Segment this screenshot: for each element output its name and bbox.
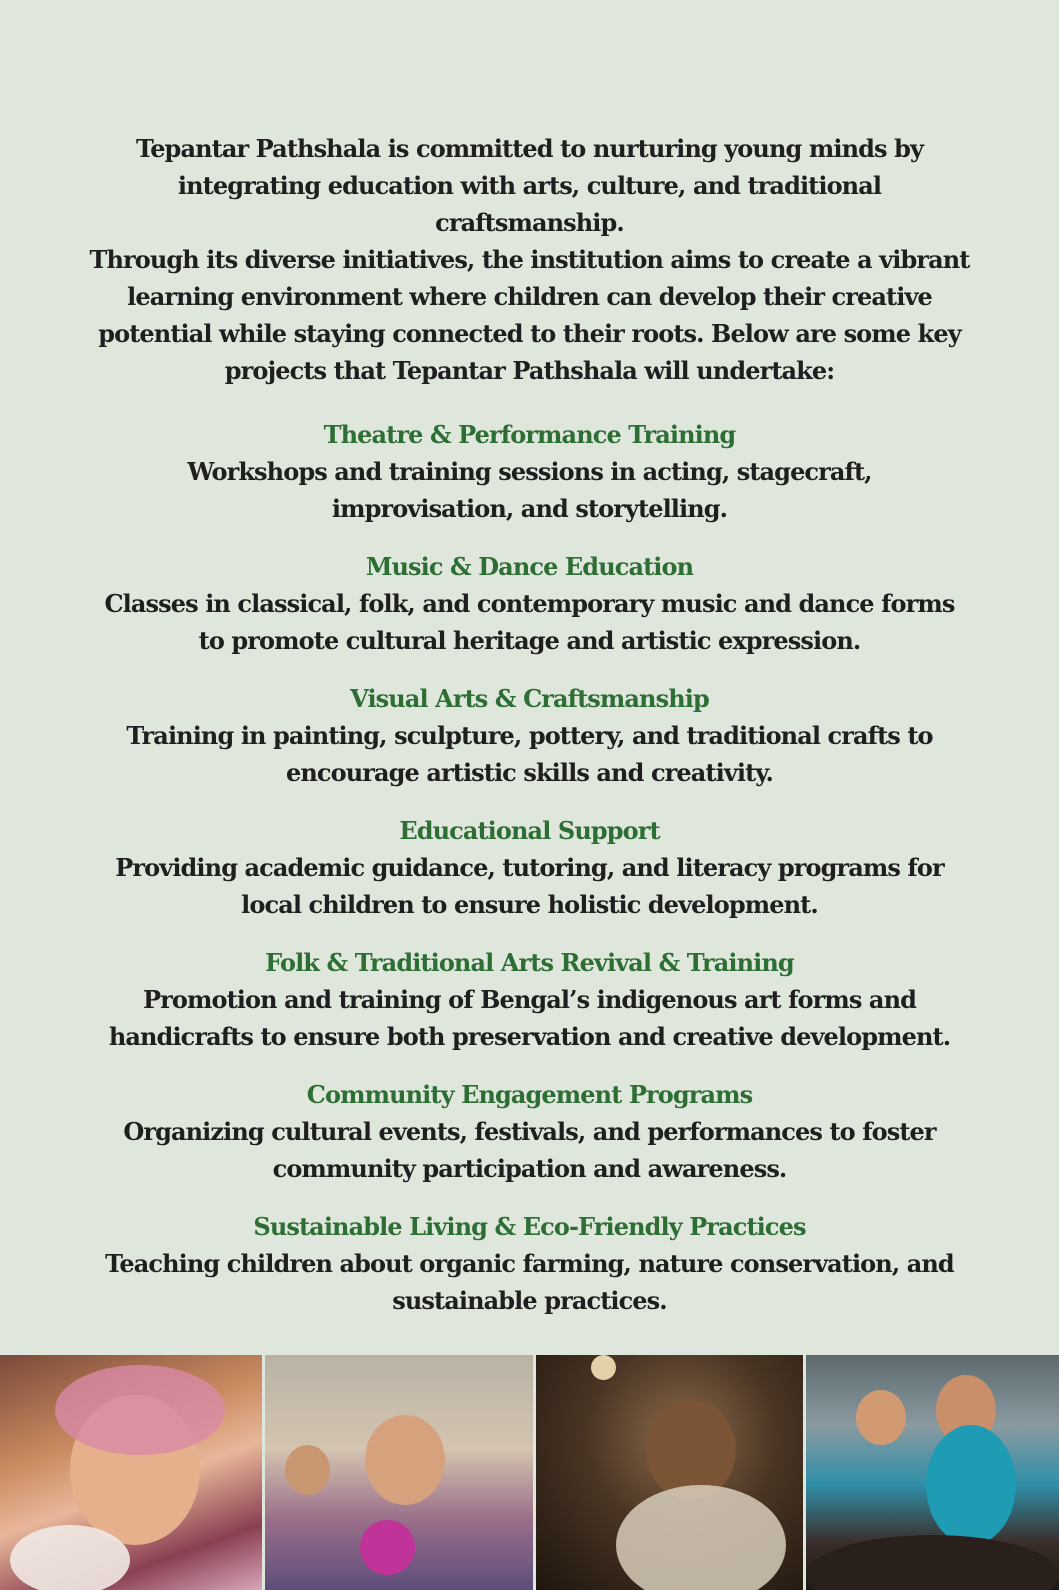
photo-smiling-girl (0, 1355, 262, 1590)
project-description: handicrafts to ensure both preservation and creative development. (108, 1022, 951, 1051)
project-title: Folk & Traditional Arts Revival & Training (265, 948, 794, 977)
photo-teacher-class (803, 1355, 1059, 1590)
project-folk-arts (80, 944, 980, 1055)
project-title: Sustainable Living & Eco-Friendly Practices (253, 1212, 806, 1241)
project-description: encourage artistic skills and creativity. (285, 758, 774, 787)
project-description: Organizing cultural events, festivals, and performances to foster (123, 1117, 936, 1146)
project-educational-support (80, 812, 980, 923)
project-sustainable-living (80, 1208, 980, 1319)
project-theatre (80, 416, 980, 527)
photo-cheering-children (262, 1355, 533, 1590)
intro-paragraph (90, 130, 970, 389)
project-description: to promote cultural heritage and artistic expression. (198, 626, 861, 655)
project-title: Educational Support (399, 816, 660, 845)
project-title: Theatre & Performance Training (323, 420, 736, 449)
project-description: Providing academic guidance, tutoring, and literacy programs for (115, 853, 944, 882)
project-music-dance (80, 548, 980, 659)
photo-strip (0, 1355, 1059, 1590)
project-description: local children to ensure holistic development. (241, 890, 818, 919)
project-title: Music & Dance Education (365, 552, 694, 581)
intro-line: Tepantar Pathshala is committed to nurturing young minds by (135, 134, 923, 163)
intro-line: learning environment where children can develop their creative (127, 282, 932, 311)
project-description: improvisation, and storytelling. (331, 494, 728, 523)
project-community-engagement (80, 1076, 980, 1187)
project-title: Community Engagement Programs (306, 1080, 753, 1109)
project-description: sustainable practices. (392, 1286, 667, 1315)
project-visual-arts (80, 680, 980, 791)
photo-boy-reading (533, 1355, 803, 1590)
project-description: Promotion and training of Bengal’s indigenous art forms and (142, 985, 916, 1014)
project-list (0, 416, 1059, 1319)
intro-line: Through its diverse initiatives, the institution aims to create a vibrant (89, 245, 970, 274)
intro-line: potential while staying connected to their roots. Below are some key (98, 319, 961, 348)
project-description: Teaching children about organic farming, nature conservation, and (105, 1249, 954, 1278)
intro-line: integrating education with arts, culture, and traditional craftsmanship. (177, 171, 882, 237)
project-title: Visual Arts & Craftsmanship (350, 684, 709, 713)
intro-line: projects that Tepantar Pathshala will undertake: (224, 356, 835, 385)
project-description: Workshops and training sessions in acting, stagecraft, (187, 457, 872, 486)
project-description: Training in painting, sculpture, pottery, and traditional crafts to (126, 721, 933, 750)
project-description: community participation and awareness. (272, 1154, 787, 1183)
project-description: Classes in classical, folk, and contemporary music and dance forms (104, 589, 955, 618)
